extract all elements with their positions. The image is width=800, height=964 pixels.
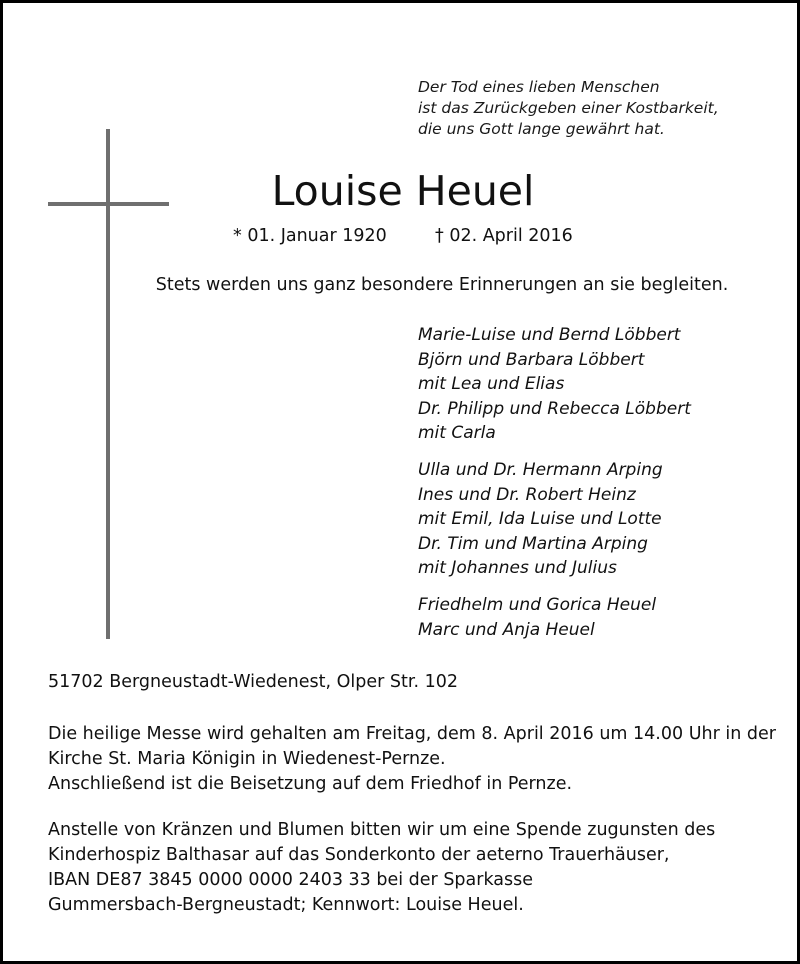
- death-date: † 02. April 2016: [435, 226, 573, 246]
- donation-info: [48, 818, 716, 918]
- mourner-line: Ulla und Dr. Hermann Arping: [418, 459, 663, 480]
- birth-date: * 01. Januar 1920: [233, 226, 387, 246]
- memorial-motto: Stets werden uns ganz besondere Erinnerungen an sie begleiten.: [155, 275, 729, 295]
- mourner-line: Marc und Anja Heuel: [418, 619, 595, 640]
- mourner-line: mit Carla: [418, 423, 496, 444]
- donation-line: IBAN DE87 3845 0000 0000 2403 33 bei der Sparkasse: [48, 870, 534, 890]
- mourner-group: [418, 458, 691, 581]
- mourner-line: Ines und Dr. Robert Heinz: [418, 484, 636, 505]
- memorial-quote: [418, 77, 719, 140]
- mourner-line: mit Emil, Ida Luise und Lotte: [418, 509, 662, 530]
- mourner-line: Marie-Luise und Bernd Löbbert: [418, 325, 681, 345]
- family-address: 51702 Bergneustadt-Wiedenest, Olper Str. 102: [48, 672, 458, 692]
- mourner-line: Björn und Barbara Löbbert: [418, 349, 645, 370]
- mass-line: Die heilige Messe wird gehalten am Freitag, dem 8. April 2016 um 14.00 Uhr in der: [48, 724, 776, 744]
- mourner-line: Friedhelm und Gorica Heuel: [418, 594, 657, 615]
- deceased-name: Louise Heuel: [271, 167, 535, 215]
- mourner-line: mit Lea und Elias: [418, 374, 565, 395]
- quote-line: die uns Gott lange gewährt hat.: [418, 120, 665, 138]
- mass-line: Anschließend ist die Beisetzung auf dem Friedhof in Pernze.: [48, 774, 573, 794]
- mourner-line: mit Johannes und Julius: [418, 558, 617, 579]
- quote-line: Der Tod eines lieben Menschen: [418, 78, 660, 96]
- donation-line: Anstelle von Kränzen und Blumen bitten wir um eine Spende zugunsten des: [48, 820, 716, 840]
- mourner-line: Dr. Philipp und Rebecca Löbbert: [418, 398, 691, 419]
- funeral-mass-info: [48, 722, 776, 797]
- donation-line: Kinderhospiz Balthasar auf das Sonderkonto der aeterno Trauerhäuser,: [48, 845, 670, 865]
- mass-line: Kirche St. Maria Königin in Wiedenest-Pernze.: [48, 749, 446, 769]
- quote-line: ist das Zurückgeben einer Kostbarkeit,: [418, 99, 719, 117]
- mourner-group: [418, 323, 691, 446]
- mourner-line: Dr. Tim und Martina Arping: [418, 533, 648, 554]
- mourners-list: [418, 323, 691, 654]
- donation-line: Gummersbach-Bergneustadt; Kennwort: Louise Heuel.: [48, 895, 524, 915]
- mourner-group: [418, 593, 691, 642]
